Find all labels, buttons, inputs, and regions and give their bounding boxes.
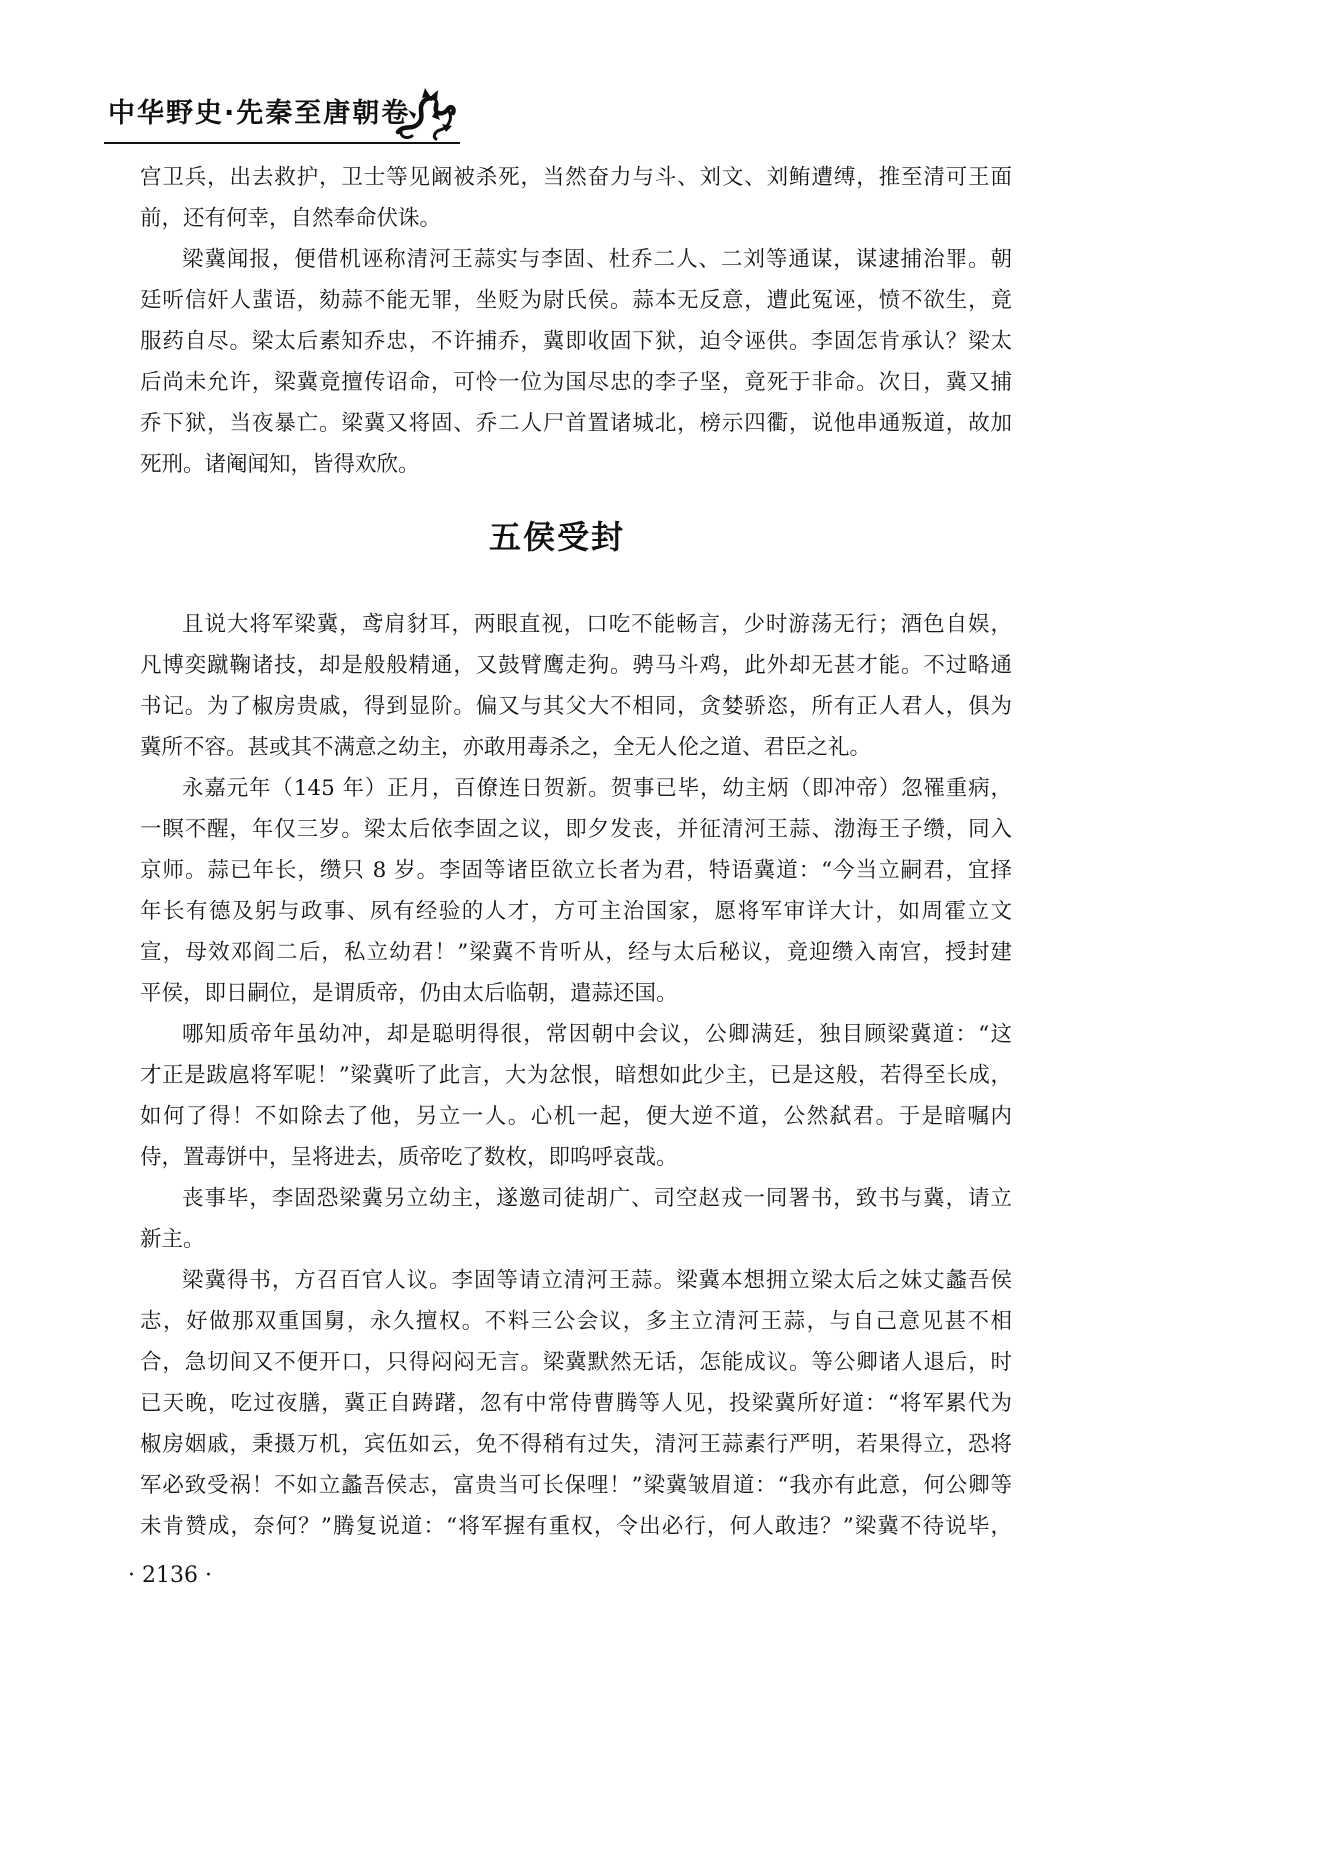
text-line: 一瞑不醒，年仅三岁。梁太后依李固之议，即夕发丧，并征清河王蒜、渤海王子缵，同入 [140, 817, 1012, 842]
paragraph [140, 768, 1012, 1014]
page-number: · 2136 · [128, 1563, 212, 1588]
text-line: 梁冀得书，方召百官人议。李固等请立清河王蒜。梁冀本想拥立梁太后之妹丈蠡吾侯 [182, 1268, 1012, 1293]
text-line: 宣，母效邓阎二后，私立幼君！”梁冀不肯听从，经与太后秘议，竟迎缵入南宫，授封建 [140, 940, 1012, 965]
text-line: 梁冀闻报，便借机诬称清河王蒜实与李固、杜乔二人、二刘等通谋，谋逮捕治罪。朝 [182, 247, 1012, 272]
text-line: 凡博奕蹴鞠诸技，却是般般精通，又鼓臂鹰走狗。骋马斗鸡，此外却无甚才能。不过略通 [140, 653, 1012, 678]
header-rule [104, 142, 460, 144]
paragraph [140, 1014, 1012, 1178]
paragraph [140, 239, 1012, 485]
previous-section-text [140, 157, 1012, 485]
paragraph [140, 1178, 1012, 1260]
text-line: 侍，置毒饼中，呈将进去，质帝吃了数枚，即呜呼哀哉。 [140, 1145, 678, 1170]
text-line: 前，还有何幸，自然奉命伏诛。 [140, 206, 442, 231]
paragraph [140, 157, 1012, 239]
section-body-text [140, 604, 1012, 1547]
text-line: 军必致受祸！不如立蠡吾侯志，富贵当可长保哩！”梁冀皱眉道：“我亦有此意，何公卿等 [140, 1473, 1012, 1498]
text-line: 才正是跋扈将军呢！”梁冀听了此言，大为忿恨，暗想如此少主，已是这般，若得至长成， [140, 1063, 1012, 1088]
text-line: 哪知质帝年虽幼冲，却是聪明得很，常因朝中会议，公卿满廷，独目顾梁冀道：“这 [182, 1022, 1012, 1047]
text-line: 冀所不容。甚或其不满意之幼主，亦敢用毒杀之，全无人伦之道、君臣之礼。 [140, 735, 872, 760]
text-line: 已天晚，吃过夜膳，冀正自踌躇，忽有中常侍曹腾等人见，投梁冀所好道：“将军累代为 [140, 1391, 1012, 1416]
text-line: 京师。蒜已年长，缵只 8 岁。李固等诸臣欲立长者为君，特语冀道：“今当立嗣君，宜择 [140, 858, 1012, 883]
text-line: 椒房姻戚，秉摄万机，宾伍如云，免不得稍有过失，清河王蒜素行严明，若果得立，恐将 [140, 1432, 1012, 1457]
text-line: 平侯，即日嗣位，是谓质帝，仍由太后临朝，遣蒜还国。 [140, 981, 678, 1006]
text-line: 如何了得！不如除去了他，另立一人。心机一起，便大逆不道，公然弑君。于是暗嘱内 [140, 1104, 1012, 1129]
text-line: 新主。 [140, 1227, 205, 1252]
text-line: 宫卫兵，出去救护，卫士等见阚被杀死，当然奋力与斗、刘文、刘鲔遭缚，推至清可王面 [140, 165, 1012, 190]
text-line: 志，好做那双重国舅，永久擅权。不料三公会议，多主立清河王蒜，与自己意见甚不相 [140, 1309, 1012, 1334]
text-line: 年长有德及躬与政事、夙有经验的人才，方可主治国家，愿将军审详大计，如周霍立文 [140, 899, 1012, 924]
running-header-title: 中华野史·先秦至唐朝卷 [108, 98, 411, 129]
text-line: 乔下狱，当夜暴亡。梁冀又将固、乔二人尸首置诸城北，榜示四衢，说他串通叛道，故加 [140, 411, 1012, 436]
text-line: 丧事毕，李固恐梁冀另立幼主，遂邀司徒胡广、司空赵戎一同署书，致书与冀，请立 [182, 1186, 1012, 1211]
text-line: 且说大将军梁冀，鸢肩豺耳，两眼直视，口吃不能畅言，少时游荡无行；酒色自娱， [182, 612, 1012, 637]
text-line: 服药自尽。梁太后素知乔忠，不许捕乔，冀即收固下狱，迫令诬供。李固怎肯承认？梁太 [140, 329, 1012, 354]
dragon-icon [392, 84, 460, 142]
text-line: 廷听信奸人蜚语，劾蒜不能无罪，坐贬为尉氏侯。蒜本无反意，遭此冤诬，愤不欲生，竟 [140, 288, 1012, 313]
text-line: 书记。为了椒房贵戚，得到显阶。偏又与其父大不相同，贪婪骄恣，所有正人君人，俱为 [140, 694, 1012, 719]
text-line: 永嘉元年（145 年）正月，百僚连日贺新。贺事已毕，幼主炳（即冲帝）忽罹重病， [182, 776, 1012, 801]
paragraph [140, 604, 1012, 768]
text-line: 死刑。诸阉闻知，皆得欢欣。 [140, 452, 420, 477]
text-line: 后尚未允许，梁冀竟擅传诏命，可怜一位为国尽忠的李子坚，竟死于非命。次日，冀又捕 [140, 370, 1012, 395]
paragraph [140, 1260, 1012, 1547]
section-title: 五侯受封 [488, 518, 625, 556]
text-line: 合，急切间又不便开口，只得闷闷无言。梁冀默然无话，怎能成议。等公卿诸人退后，时 [140, 1350, 1012, 1375]
text-line: 未肯赞成，奈何？”腾复说道：“将军握有重权，令出必行，何人敢违？”梁冀不待说毕， [140, 1514, 1012, 1539]
